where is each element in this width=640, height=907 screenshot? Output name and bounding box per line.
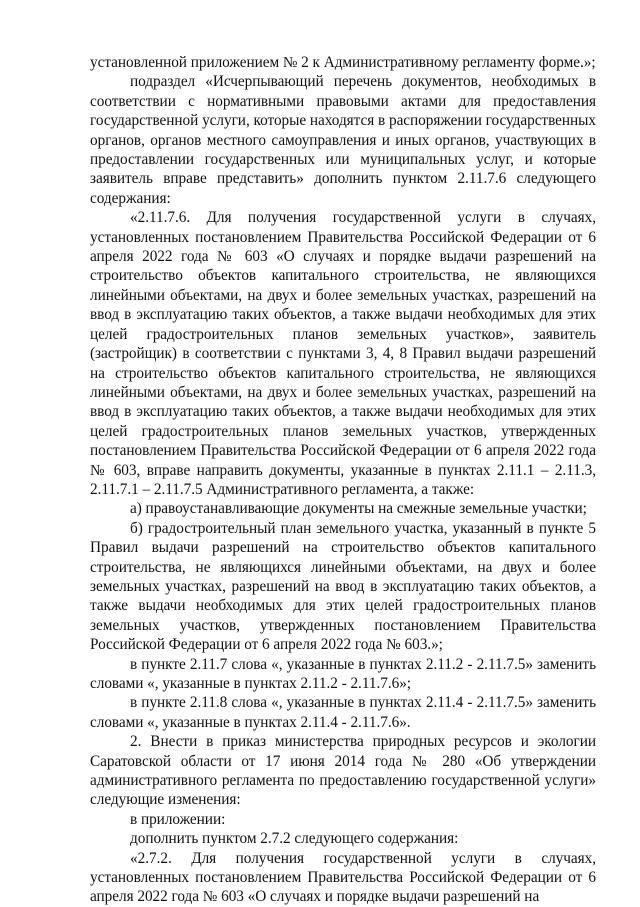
paragraph-clause-2-11-8: в пункте 2.11.8 слова «, указанные в пунктах 2.11.4 - 2.11.7.5» заменить словами «, указанные в пунктах 2.11.4 - 2.11.7.6». <box>90 694 596 731</box>
paragraph-in-appendix: в приложении: <box>130 810 226 828</box>
paragraph-add-clause: дополнить пунктом 2.7.2 следующего содержания: <box>130 830 459 848</box>
paragraph-item-b: б) градостроительный план земельного участка, указанный в пункте 5 Правил выдачи разрешений на строительство объектов капитального строительства, не являющихся линейными объектами, на двух и более земельных участках, разрешений на ввод в эксплуатацию таких объектов, а также выдачи необходимых для этих целей градостроительных планов земельных участков, утвержденных постановлением Правительства Российской Федерации от 6 апреля 2022 года № 603.»; <box>90 519 596 654</box>
paragraph-clause-2-11-7-6: «2.11.7.6. Для получения государственной услуги в случаях, установленных постановлением Правительства Российской Федерации от 6 апреля 2022 года № 603 «О случаях и порядке выдачи разрешений на строительство объектов капитального строительства, не являющихся линейными объектами, на двух и более земельных участках, разрешений на ввод в эксплуатацию таких объектов, а также выдачи необходимых для этих целей градостроительных планов земельных участков», заявитель (застройщик) в соответствии с пунктами 3, 4, 8 Правил выдачи разрешений на строительство объектов капитального строительства, не являющихся линейными объектами, на двух и более земельных участках, разрешений на ввод в эксплуатацию таких объектов, а также выдачи необходимых для этих целей градостроительных планов земельных участков, утвержденных постановлением Правительства Российской Федерации от 6 апреля 2022 года № 603, вправе направить документы, указанные в пунктах 2.11.1 – 2.11.3, 2.11.7.1 – 2.11.7.5 Административного регламента, а также: <box>90 209 596 498</box>
paragraph-continuation: установленной приложением № 2 к Административному регламенту форме.»; <box>90 54 596 71</box>
paragraph-clause-2-11-7: в пункте 2.11.7 слова «, указанные в пунктах 2.11.2 - 2.11.7.5» заменить словами «, указанные в пунктах 2.11.2 - 2.11.7.6»; <box>90 655 596 692</box>
paragraph-section-2: 2. Внести в приказ министерства природных ресурсов и экологии Саратовской области от 17 июня 2014 года № 280 «Об утверждении административного регламента по предоставлению государственной услуги» следующие изменения: <box>90 733 596 809</box>
document-page <box>90 53 596 907</box>
paragraph-subsection-amendment: подраздел «Исчерпывающий перечень документов, необходимых в соответствии с нормативными правовыми актами для предоставления государственной услуги, которые находятся в распоряжении государственных органов, органов местного самоуправления и иных органов, участвующих в предоставлении государственных или муниципальных услуг, и которые заявитель вправе представить» дополнить пунктом 2.11.7.6 следующего содержания: <box>90 73 596 207</box>
paragraph-item-a: а) правоустанавливающие документы на смежные земельные участки; <box>130 500 587 518</box>
paragraph-clause-2-7-2: «2.7.2. Для получения государственной услуги в случаях, установленных постановлением Правительства Российской Федерации от 6 апреля 2022 года № 603 «О случаях и порядке выдачи разрешений на <box>90 849 596 906</box>
